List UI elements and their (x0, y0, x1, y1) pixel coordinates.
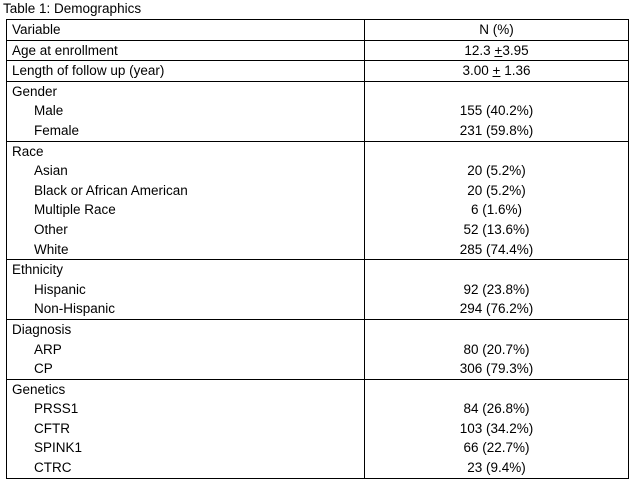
group-title: Ethnicity (12, 262, 64, 278)
sub-row-value: 66 (22.7%) (463, 440, 530, 456)
group-labels (7, 319, 365, 379)
sub-row-label: CTRC (34, 460, 72, 476)
group-title-spacer (370, 260, 623, 280)
group-labels (7, 379, 365, 478)
header-n-percent: N (%) (365, 20, 629, 41)
row-label: Length of follow up (year) (7, 61, 365, 82)
sub-row-label: CP (34, 361, 53, 377)
group-values (365, 260, 629, 320)
grouped-rows (7, 81, 629, 478)
group-ethnicity (7, 260, 629, 320)
demographics-table (6, 19, 629, 479)
group-race (7, 141, 629, 260)
group-labels (7, 260, 365, 320)
sub-row-value: 52 (13.6%) (463, 221, 530, 237)
sub-row-value: 20 (5.2%) (467, 182, 526, 198)
sub-row-label: Black or African American (34, 182, 188, 198)
sub-row-label: CFTR (34, 420, 70, 436)
group-title-spacer (370, 320, 623, 340)
group-values (365, 319, 629, 379)
sub-row-value: 80 (20.7%) (463, 341, 530, 357)
sub-row-label: PRSS1 (34, 401, 79, 417)
group-labels (7, 81, 365, 141)
value-mean: 12.3 (464, 42, 495, 58)
row-label: Age at enrollment (7, 40, 365, 61)
group-title: Gender (12, 83, 58, 99)
table-caption: Table 1: Demographics (3, 1, 142, 16)
sub-row-label: Other (34, 221, 68, 237)
value-sd: 3.95 (502, 42, 529, 58)
group-title: Diagnosis (12, 321, 72, 337)
sub-row-value: 84 (26.8%) (463, 401, 530, 417)
sub-row-value: 92 (23.8%) (463, 281, 530, 297)
group-genetics (7, 379, 629, 478)
sub-row-value: 231 (59.8%) (459, 122, 534, 138)
plus-minus-sign: + (492, 63, 501, 79)
group-title: Genetics (12, 381, 66, 397)
sub-row-value: 306 (79.3%) (459, 361, 534, 377)
table-row-age (7, 40, 629, 61)
group-values (365, 141, 629, 260)
group-labels (7, 141, 365, 260)
sub-row-value: 103 (34.2%) (459, 420, 534, 436)
group-title: Race (12, 143, 44, 159)
group-title-spacer (370, 380, 623, 400)
sub-row-label: Female (34, 122, 80, 138)
group-title-spacer (370, 142, 623, 162)
sub-row-label: Male (34, 103, 64, 119)
sub-row-label: White (34, 241, 69, 257)
group-values (365, 81, 629, 141)
sub-row-value: 155 (40.2%) (459, 103, 534, 119)
value-mean: 3.00 (462, 63, 493, 79)
group-diagnosis (7, 319, 629, 379)
sub-row-value: 285 (74.4%) (459, 241, 534, 257)
sub-row-value: 6 (1.6%) (470, 202, 523, 218)
sub-row-label: Hispanic (34, 281, 86, 297)
plus-minus-sign: + (494, 42, 503, 58)
group-values (365, 379, 629, 478)
sub-row-label: SPINK1 (34, 440, 83, 456)
value-sd: 1.36 (500, 63, 531, 79)
row-value (365, 40, 629, 61)
group-title-spacer (370, 82, 623, 102)
sub-row-value: 20 (5.2%) (467, 163, 526, 179)
sub-row-label: Multiple Race (34, 202, 116, 218)
table-row-follow-up (7, 61, 629, 82)
header-variable: Variable (7, 20, 365, 41)
group-gender (7, 81, 629, 141)
row-value (365, 61, 629, 82)
sub-row-value: 23 (9.4%) (467, 460, 526, 476)
table-header-row (7, 20, 629, 41)
sub-row-label: ARP (34, 341, 62, 357)
sub-row-label: Non-Hispanic (34, 301, 116, 317)
sub-row-value: 294 (76.2%) (459, 301, 534, 317)
sub-row-label: Asian (34, 163, 68, 179)
